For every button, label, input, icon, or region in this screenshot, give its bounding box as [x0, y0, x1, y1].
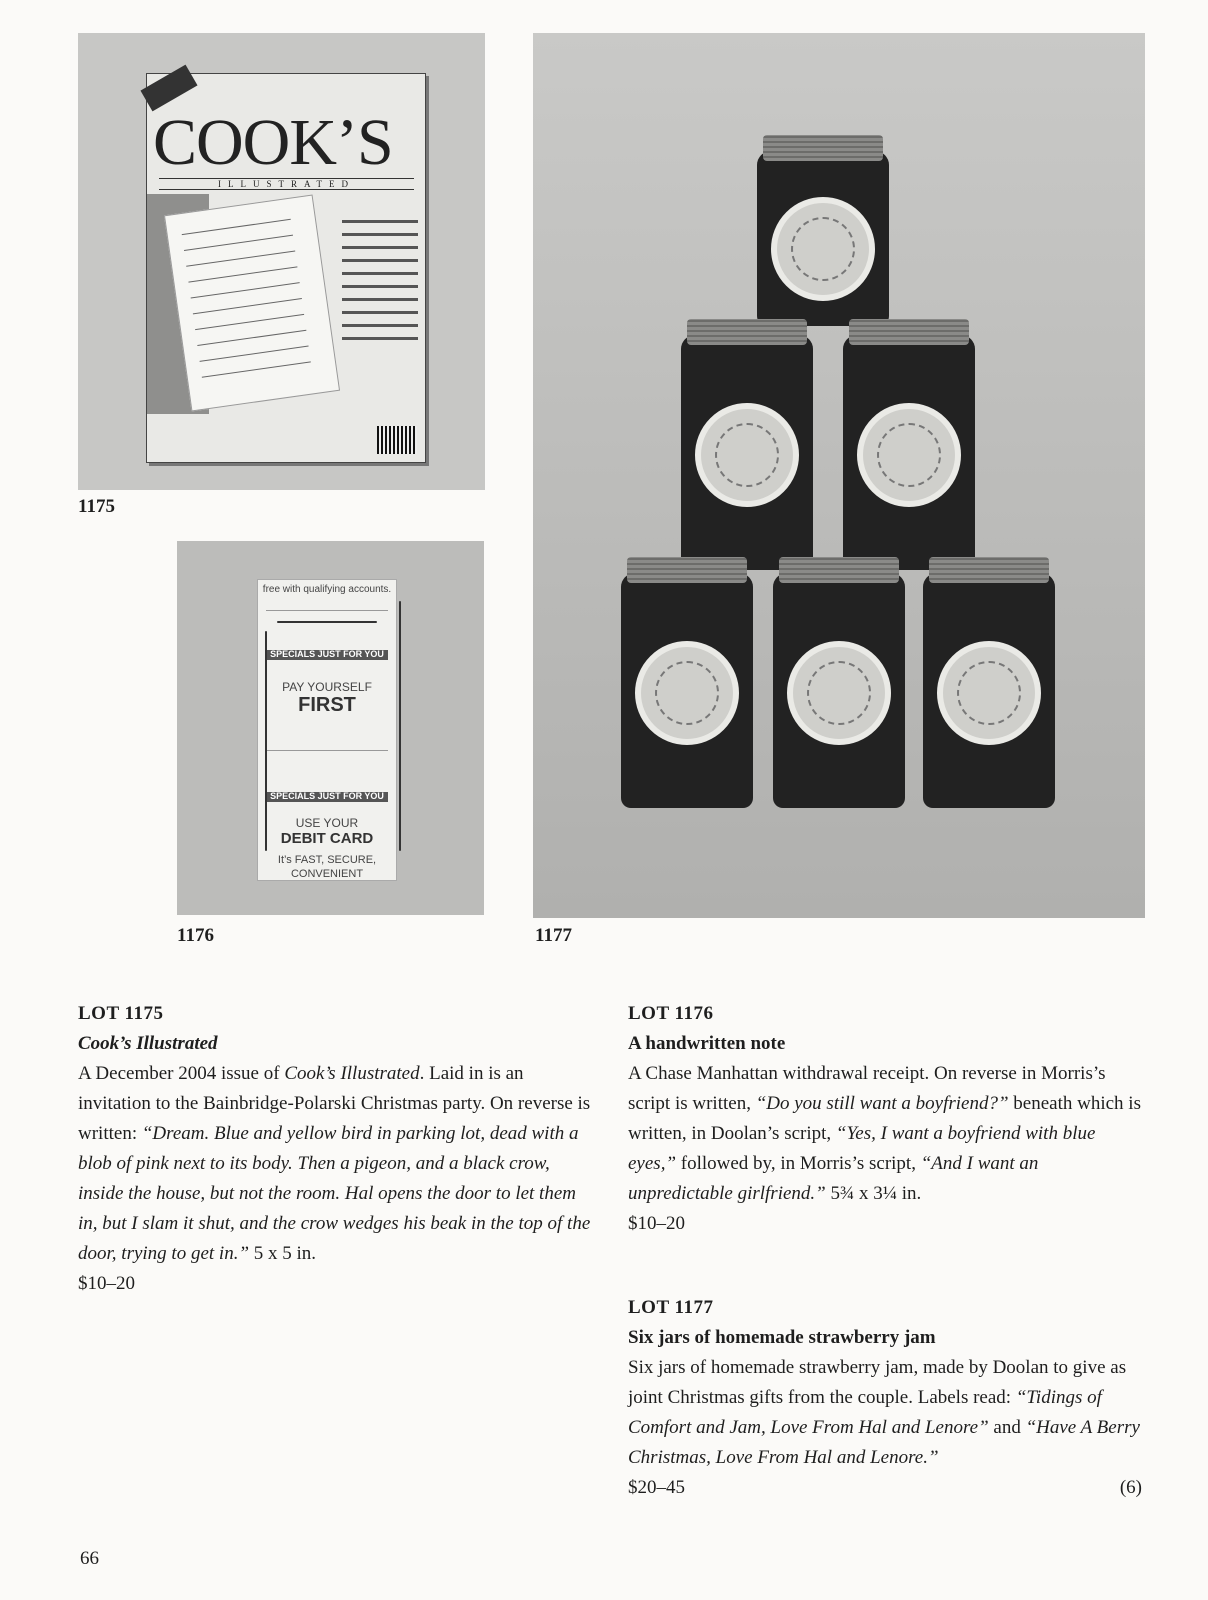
receipt-header-2: SPECIALS JUST FOR YOU: [270, 791, 384, 801]
lot-1175-estimate: $10–20: [78, 1273, 135, 1294]
lot-1175-number: LOT 1175: [78, 1003, 164, 1024]
lot-1177-estimate-row: [628, 1473, 1142, 1503]
lot-1177-description: Six jars of homemade strawberry jam, made by Doolan to give as joint Christmas gifts from the couple. Labels read: “Tidings of Comfort and Jam, Love From Hal and Lenore” and “Have A Berry Christmas, Love From Hal and Lenore.”: [628, 1357, 1140, 1468]
lot-1176: [628, 999, 1142, 1239]
jar-bottom-center: [773, 573, 905, 808]
jar-top: [757, 151, 889, 326]
jar-bottom-left: [621, 573, 753, 808]
lot-1177: [628, 1293, 1142, 1503]
receipt-line-6: CONVENIENT: [290, 868, 364, 880]
handwriting-top: [277, 621, 377, 623]
lot-1175: [78, 999, 596, 1299]
lot-1176-title: A handwritten note: [628, 1033, 786, 1054]
lot-1175-description: A December 2004 issue of Cook’s Illustrated. Laid in is an invitation to the Bainbridge-Polarski Christmas party. On reverse is written: “Dream. Blue and yellow bird in parking lot, dead with a blob of pink next to its body. Then a pigeon, and a black crow, inside the house, but not the room. Hal opens the door to let them in, but I slam it shut, and the crow wedges his beak in the top of the door, trying to get in.” 5 x 5 in.: [78, 1063, 591, 1264]
receipt-top-text: free with qualifying accounts.: [262, 584, 392, 595]
handwriting-right: [399, 601, 401, 851]
jar-bottom-right: [923, 573, 1055, 808]
lot-1177-title: Six jars of homemade strawberry jam: [628, 1327, 936, 1348]
lot-1177-number: LOT 1177: [628, 1297, 714, 1318]
handwritten-card: [164, 195, 340, 412]
receipt-line-4: DEBIT CARD: [280, 830, 374, 847]
caption-1175: 1175: [78, 496, 115, 517]
jar-middle-right: [843, 335, 975, 570]
barcode: [377, 426, 417, 454]
receipt-line-2: FIRST: [298, 694, 356, 716]
receipt: [257, 579, 397, 881]
caption-1176: 1176: [177, 925, 214, 946]
lot-1176-estimate: $10–20: [628, 1213, 685, 1234]
page-number: 66: [80, 1548, 99, 1569]
lot-1177-quantity: (6): [1119, 1477, 1142, 1498]
jar-middle-left: [681, 335, 813, 570]
receipt-line-3: USE YOUR: [295, 816, 359, 830]
cover-ribbon: [140, 65, 197, 112]
photo-lot-1175: [78, 33, 485, 490]
magazine-logo: COOK’S: [153, 106, 393, 179]
magazine-subtitle: ILLUSTRATED: [159, 178, 414, 190]
photo-lot-1176: [177, 541, 484, 915]
receipt-line-5: It’s FAST, SECURE,: [277, 854, 377, 866]
magazine-cover: [146, 73, 426, 463]
caption-1177: 1177: [535, 925, 572, 946]
lot-1175-title: Cook’s Illustrated: [78, 1033, 218, 1054]
cover-lines: [342, 214, 418, 350]
lot-1176-number: LOT 1176: [628, 1003, 714, 1024]
receipt-header-1: SPECIALS JUST FOR YOU: [270, 649, 384, 659]
lot-1177-estimate: $20–45: [628, 1477, 685, 1498]
lot-1176-description: A Chase Manhattan withdrawal receipt. On reverse in Morris’s script is written, “Do you still want a boyfriend?” beneath which is written, in Doolan’s script, “Yes, I want a boyfriend with blue eyes,” followed by, in Morris’s script, “And I want an unpredictable girlfriend.” 5¾ x 3¼ in.: [628, 1063, 1141, 1204]
handwriting-left: [265, 631, 267, 851]
receipt-line-1: PAY YOURSELF: [282, 680, 372, 694]
photo-lot-1177: [533, 33, 1145, 918]
